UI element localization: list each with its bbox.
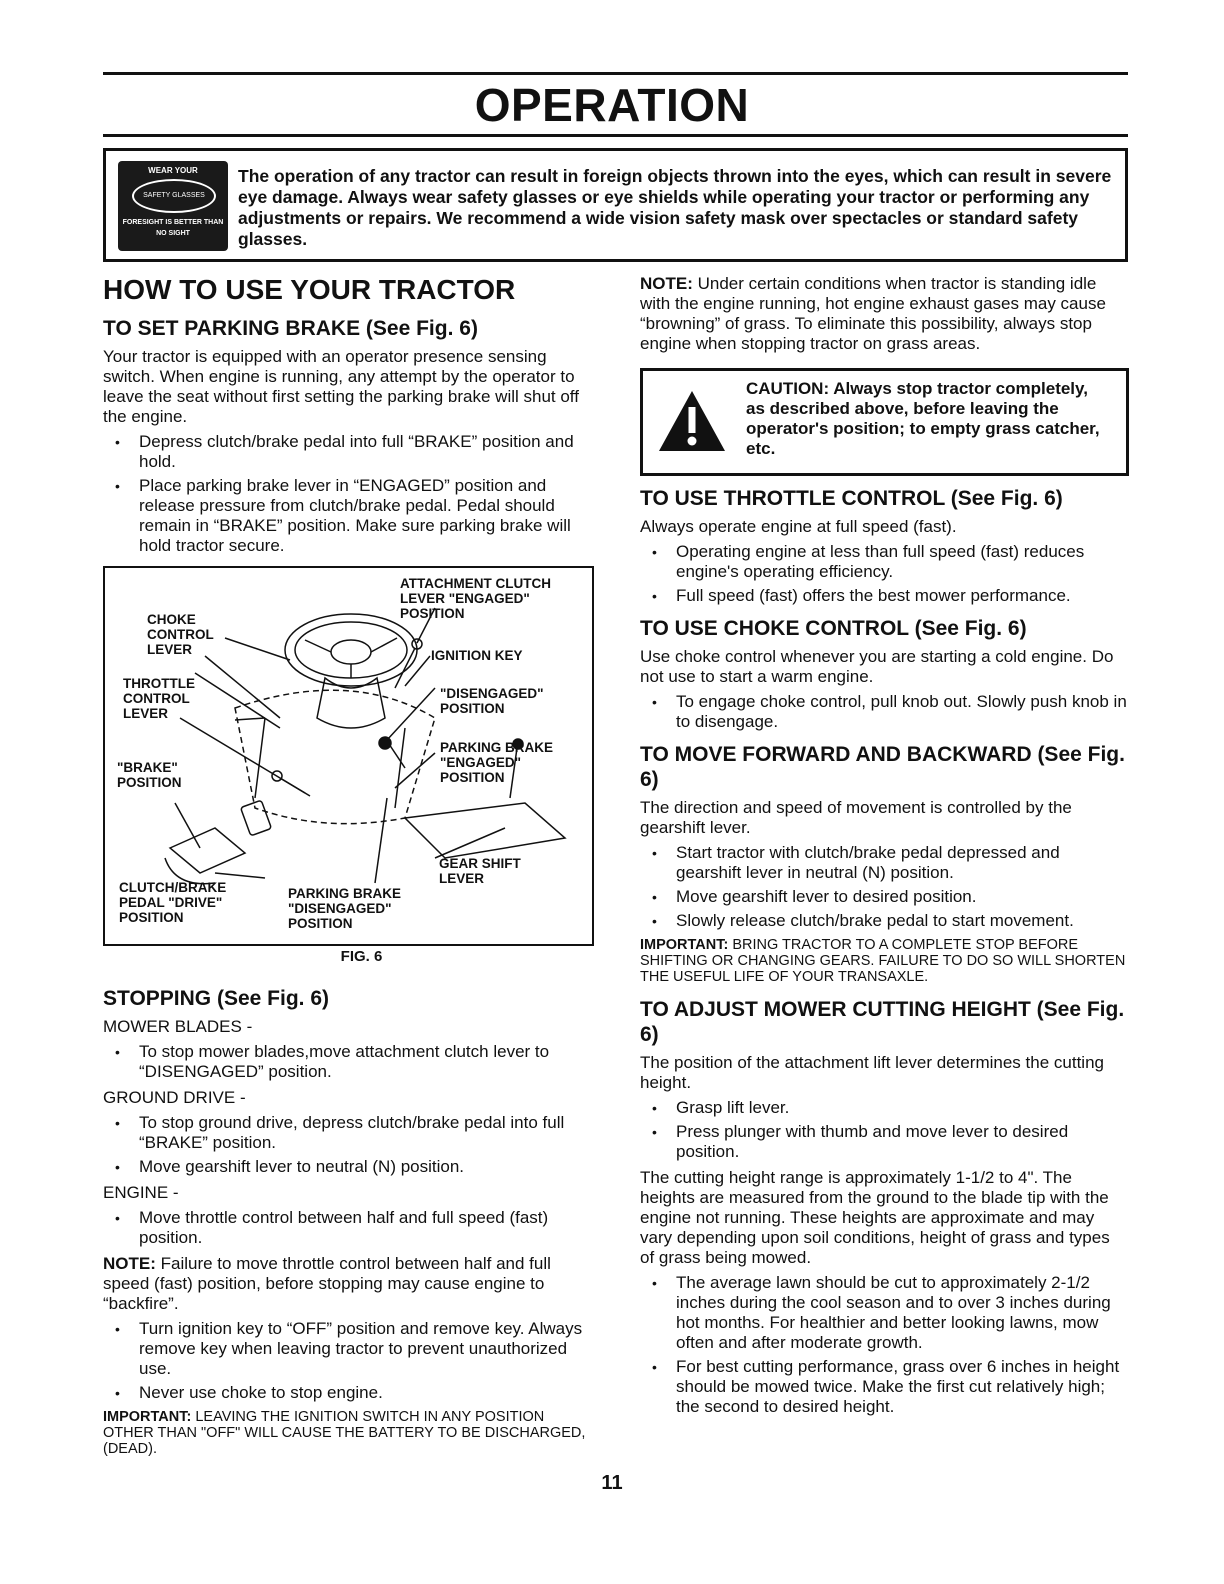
title-rule (103, 134, 1128, 137)
caution-text: CAUTION: Always stop tractor completely, as described above, before leaving the operator's position; to empty grass catcher, etc. (746, 379, 1100, 458)
list-item: • Operating engine at less than full speed (fast) reduces engine's operating efficiency. (640, 542, 1127, 582)
warning-triangle-icon (657, 389, 727, 453)
choke-heading: TO USE CHOKE CONTROL (See Fig. 6) (640, 617, 1027, 640)
right-column-main (640, 486, 1127, 1423)
stopping-note (103, 1254, 590, 1314)
safety-warning-box (103, 148, 1128, 262)
badge-bottom-text: FORESIGHT IS BETTER THAN NO SIGHT (122, 219, 224, 237)
important-text: LEAVING THE IGNITION SWITCH IN ANY POSITION OTHER THAN "OFF" WILL CAUSE THE BATTERY TO BE DISCHARGED, (DEAD). (103, 1409, 586, 1457)
badge-top-text: WEAR YOUR (148, 166, 198, 175)
cutting-height-tips (640, 1273, 1127, 1417)
list-item: • For best cutting performance, grass over 6 inches in height should be mowed twice. Make the first cut relatively high; the second to desired height. (640, 1357, 1127, 1417)
move-intro: The direction and speed of movement is controlled by the gearshift lever. (640, 798, 1072, 837)
choke-list (640, 692, 1127, 732)
list-item: • Place parking brake lever in “ENGAGED” position and release pressure from clutch/brake pedal. Pedal should remain in “BRAKE” position. Make sure parking brake will hold tractor secure. (103, 476, 590, 556)
important-label: IMPORTANT: (103, 1409, 192, 1425)
note-label: NOTE: (103, 1254, 156, 1273)
list-item: • Never use choke to stop engine. (103, 1383, 590, 1403)
list-item: • The average lawn should be cut to approximately 2-1/2 inches during the cool season and to over 3 inches during hot months. For healthier and better looking lawns, mow often and after moderate growth. (640, 1273, 1127, 1353)
parking-brake-intro: Your tractor is equipped with an operator presence sensing switch. When engine is running, any attempt by the operator to leave the seat without first setting the parking brake will shut off the engine. (103, 347, 579, 426)
left-column-top (103, 274, 590, 562)
label-brake-position: "BRAKE" POSITION (117, 760, 182, 790)
cutting-height-para: The cutting height range is approximately 1-1/2 to 4". The heights are measured from the ground to the blade tip with the engine not running. These heights are approximate and may vary depending upon soil conditions, height of grass and types of grass being mowed. (640, 1168, 1110, 1267)
caution-box (640, 368, 1129, 476)
move-heading: TO MOVE FORWARD AND BACKWARD (See Fig. 6) (640, 743, 1125, 791)
list-item: • Grasp lift lever. (640, 1098, 1127, 1118)
label-attachment-clutch: ATTACHMENT CLUTCH LEVER "ENGAGED" POSITION (400, 576, 551, 621)
engine-label: ENGINE - (103, 1183, 179, 1202)
stopping-important (103, 1409, 590, 1457)
throttle-intro: Always operate engine at full speed (fast). (640, 517, 957, 536)
cutting-height-heading: TO ADJUST MOWER CUTTING HEIGHT (See Fig. 6) (640, 998, 1125, 1046)
list-item: • To stop ground drive, depress clutch/brake pedal into full “BRAKE” position. (103, 1113, 590, 1153)
label-gear-shift-lever: GEAR SHIFT LEVER (439, 856, 521, 886)
figure-6 (103, 566, 594, 946)
label-ignition-key: IGNITION KEY (431, 648, 523, 663)
label-parking-brake-engaged: PARKING BRAKE "ENGAGED" POSITION (440, 740, 554, 785)
list-item: • Slowly release clutch/brake pedal to start movement. (640, 911, 1127, 931)
label-parking-brake-disengaged: PARKING BRAKE "DISENGAGED" POSITION (288, 886, 402, 931)
figure-caption: FIG. 6 (340, 948, 383, 965)
engine-list (103, 1208, 590, 1248)
badge-glasses-text: SAFETY GLASSES (132, 179, 216, 213)
throttle-list (640, 542, 1127, 606)
right-column-note (640, 274, 1127, 359)
page-number: 11 (601, 1472, 623, 1494)
list-item: • Depress clutch/brake pedal into full “BRAKE” position and hold. (103, 432, 590, 472)
parking-brake-list (103, 432, 590, 556)
label-throttle-control: THROTTLE CONTROL LEVER (123, 676, 195, 721)
cutting-height-list (640, 1098, 1127, 1162)
cutting-height-intro: The position of the attachment lift lever determines the cutting height. (640, 1053, 1104, 1092)
list-item: • Full speed (fast) offers the best mower performance. (640, 586, 1127, 606)
choke-intro: Use choke control whenever you are starting a cold engine. Do not use to start a warm engine. (640, 647, 1114, 686)
note-text: Under certain conditions when tractor is standing idle with the engine running, hot engine exhaust gases may cause “browning” of grass. To eliminate this possibility, always stop engine when stopping tractor on grass areas. (640, 274, 1106, 353)
mower-blades-label: MOWER BLADES - (103, 1017, 253, 1036)
important-text: BRING TRACTOR TO A COMPLETE STOP BEFORE SHIFTING OR CHANGING GEARS. FAILURE TO DO SO WILL SHORTEN THE USEFUL LIFE OF YOUR TRANSAXLE. (640, 937, 1126, 985)
safety-warning-text: The operation of any tractor can result in foreign objects thrown into the eyes, which can result in severe eye damage. Always wear safety glasses or eye shields while operating your tractor or performing any adjustments or repairs. We recommend a wide vision safety mask over spectacles or standard safety glasses. (238, 166, 1112, 249)
label-clutch-brake-pedal: CLUTCH/BRAKE PEDAL "DRIVE" POSITION (119, 880, 227, 925)
move-important (640, 937, 1127, 985)
ignition-list (103, 1319, 590, 1403)
list-item: • Move gearshift lever to neutral (N) position. (103, 1157, 590, 1177)
ground-drive-label: GROUND DRIVE - (103, 1088, 246, 1107)
note-text: Failure to move throttle control between half and full speed (fast) position, before stopping may cause engine to “backfire”. (103, 1254, 551, 1313)
ground-drive-list (103, 1113, 590, 1177)
browning-note (640, 274, 1127, 354)
label-choke-control: CHOKE CONTROL LEVER (147, 612, 214, 657)
mower-blades-list (103, 1042, 590, 1082)
parking-brake-heading: TO SET PARKING BRAKE (See Fig. 6) (103, 317, 478, 340)
move-list (640, 843, 1127, 931)
note-label: NOTE: (640, 274, 693, 293)
list-item: • Move throttle control between half and full speed (fast) position. (103, 1208, 590, 1248)
label-disengaged-position: "DISENGAGED" POSITION (440, 686, 544, 716)
safety-glasses-icon (118, 161, 228, 251)
throttle-heading: TO USE THROTTLE CONTROL (See Fig. 6) (640, 487, 1063, 510)
main-heading: HOW TO USE YOUR TRACTOR (103, 274, 516, 305)
list-item: • Move gearshift lever to desired position. (640, 887, 1127, 907)
stopping-heading: STOPPING (See Fig. 6) (103, 987, 329, 1010)
list-item: • Start tractor with clutch/brake pedal depressed and gearshift lever in neutral (N) position. (640, 843, 1127, 883)
important-label: IMPORTANT: (640, 937, 729, 953)
list-item: • Turn ignition key to “OFF” position and remove key. Always remove key when leaving tractor to prevent unauthorized use. (103, 1319, 590, 1379)
left-column-bottom (103, 986, 590, 1462)
list-item: • Press plunger with thumb and move lever to desired position. (640, 1122, 1127, 1162)
list-item: • To stop mower blades,move attachment clutch lever to “DISENGAGED” position. (103, 1042, 590, 1082)
list-item: • To engage choke control, pull knob out. Slowly push knob in to disengage. (640, 692, 1127, 732)
page-title: OPERATION (474, 79, 750, 131)
top-rule (103, 72, 1128, 75)
